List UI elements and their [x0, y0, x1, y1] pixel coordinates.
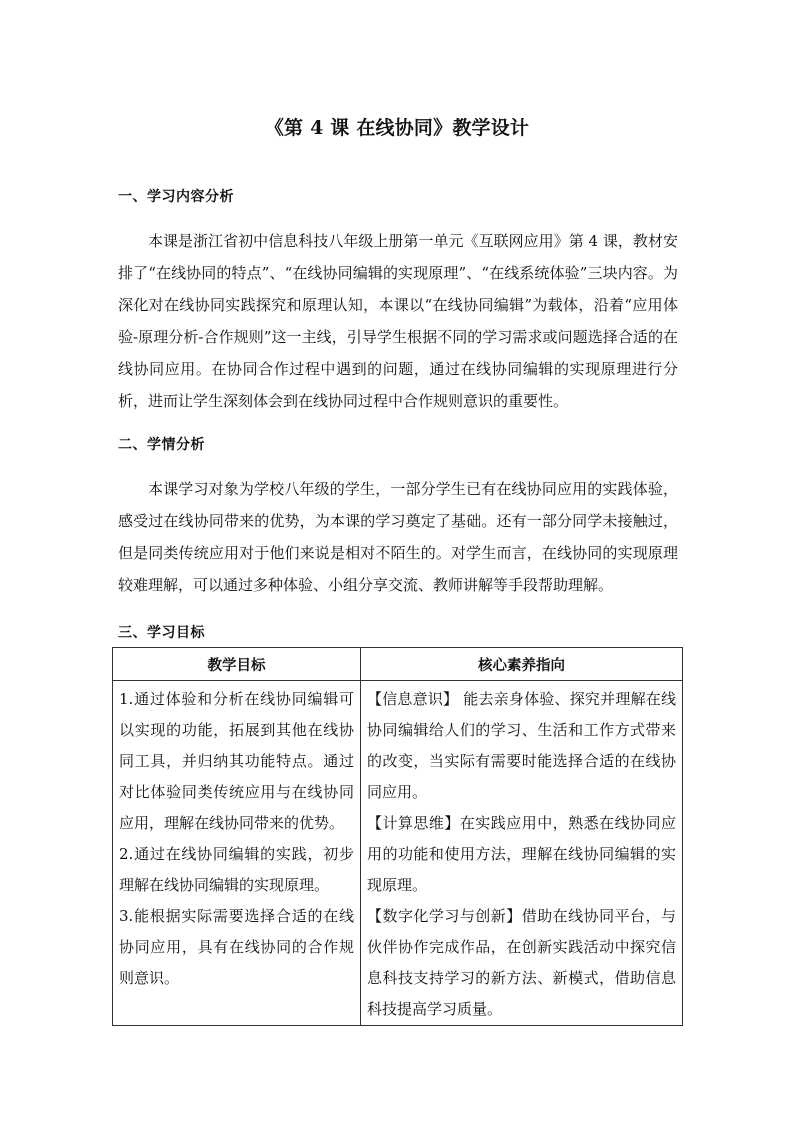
- literacy-item: 【计算思维】在实践应用中，熟悉在线协同应用的功能和使用方法，理解在线协同编辑的实现原理。: [367, 814, 676, 894]
- learning-goals-table: [112, 647, 683, 1026]
- document-title: 《第 4 课 在线协同》教学设计: [264, 117, 530, 139]
- literacy-item: 【信息意识】 能去亲身体验、探究并理解在线协同编辑给人们的学习、生活和工作方式带来的改变，当实际有需要时能选择合适的在线协同应用。: [367, 690, 676, 801]
- section-heading-learning-goals: 三、学习目标: [118, 625, 205, 641]
- paragraph-content-analysis: 本课是浙江省初中信息科技八年级上册第一单元《互联网应用》第 4 课，教材安排了“在线协同的特点”、“在线协同编辑的实现原理”、“在线系统体验”三块内容。为深化对在线协同实践探究和原理认知，本课以“在线协同编辑”为载体，沿着“应用体验-原理分析-合作规则”这一主线，引导学生根据不同的学习需求或问题选择合适的在线协同应用。在协同合作过程中遇到的问题，通过在线协同编辑的实现原理进行分析，进而让学生深刻体会到在线协同过程中合作规则意识的重要性。: [118, 232, 678, 410]
- goal-item: 1.通过体验和分析在线协同编辑可以实现的功能，拓展到其他在线协同工具，并归纳其功能特点。通过对比体验同类传统应用与在线协同应用，理解在线协同带来的优势。: [119, 690, 354, 832]
- teaching-goals-cell: [113, 681, 361, 1026]
- table-header-row: [113, 648, 683, 681]
- section-heading-content-analysis: 一、学习内容分析: [118, 189, 234, 205]
- core-literacy-cell: [361, 681, 683, 1026]
- table-row: [113, 681, 683, 1026]
- header-core-literacy: 核心素养指向: [361, 648, 683, 681]
- section-heading-learner-analysis: 二、学情分析: [118, 437, 205, 453]
- literacy-item: 【数字化学习与创新】借助在线协同平台，与伙伴协作完成作品，在创新实践活动中探究信息科技支持学习的新方法、新模式，借助信息科技提高学习质量。: [367, 907, 676, 1018]
- header-teaching-goals: 教学目标: [113, 648, 361, 681]
- goal-item: 2.通过在线协同编辑的实践，初步理解在线协同编辑的实现原理。: [119, 845, 354, 894]
- goal-item: 3.能根据实际需要选择合适的在线协同应用，具有在线协同的合作规则意识。: [119, 907, 354, 987]
- paragraph-learner-analysis: 本课学习对象为学校八年级的学生，一部分学生已有在线协同应用的实践体验，感受过在线协同带来的优势，为本课的学习奠定了基础。还有一部分同学未接触过，但是同类传统应用对于他们来说是相对不陌生的。对学生而言，在线协同的实现原理较难理解，可以通过多种体验、小组分享交流、教师讲解等手段帮助理解。: [118, 480, 678, 594]
